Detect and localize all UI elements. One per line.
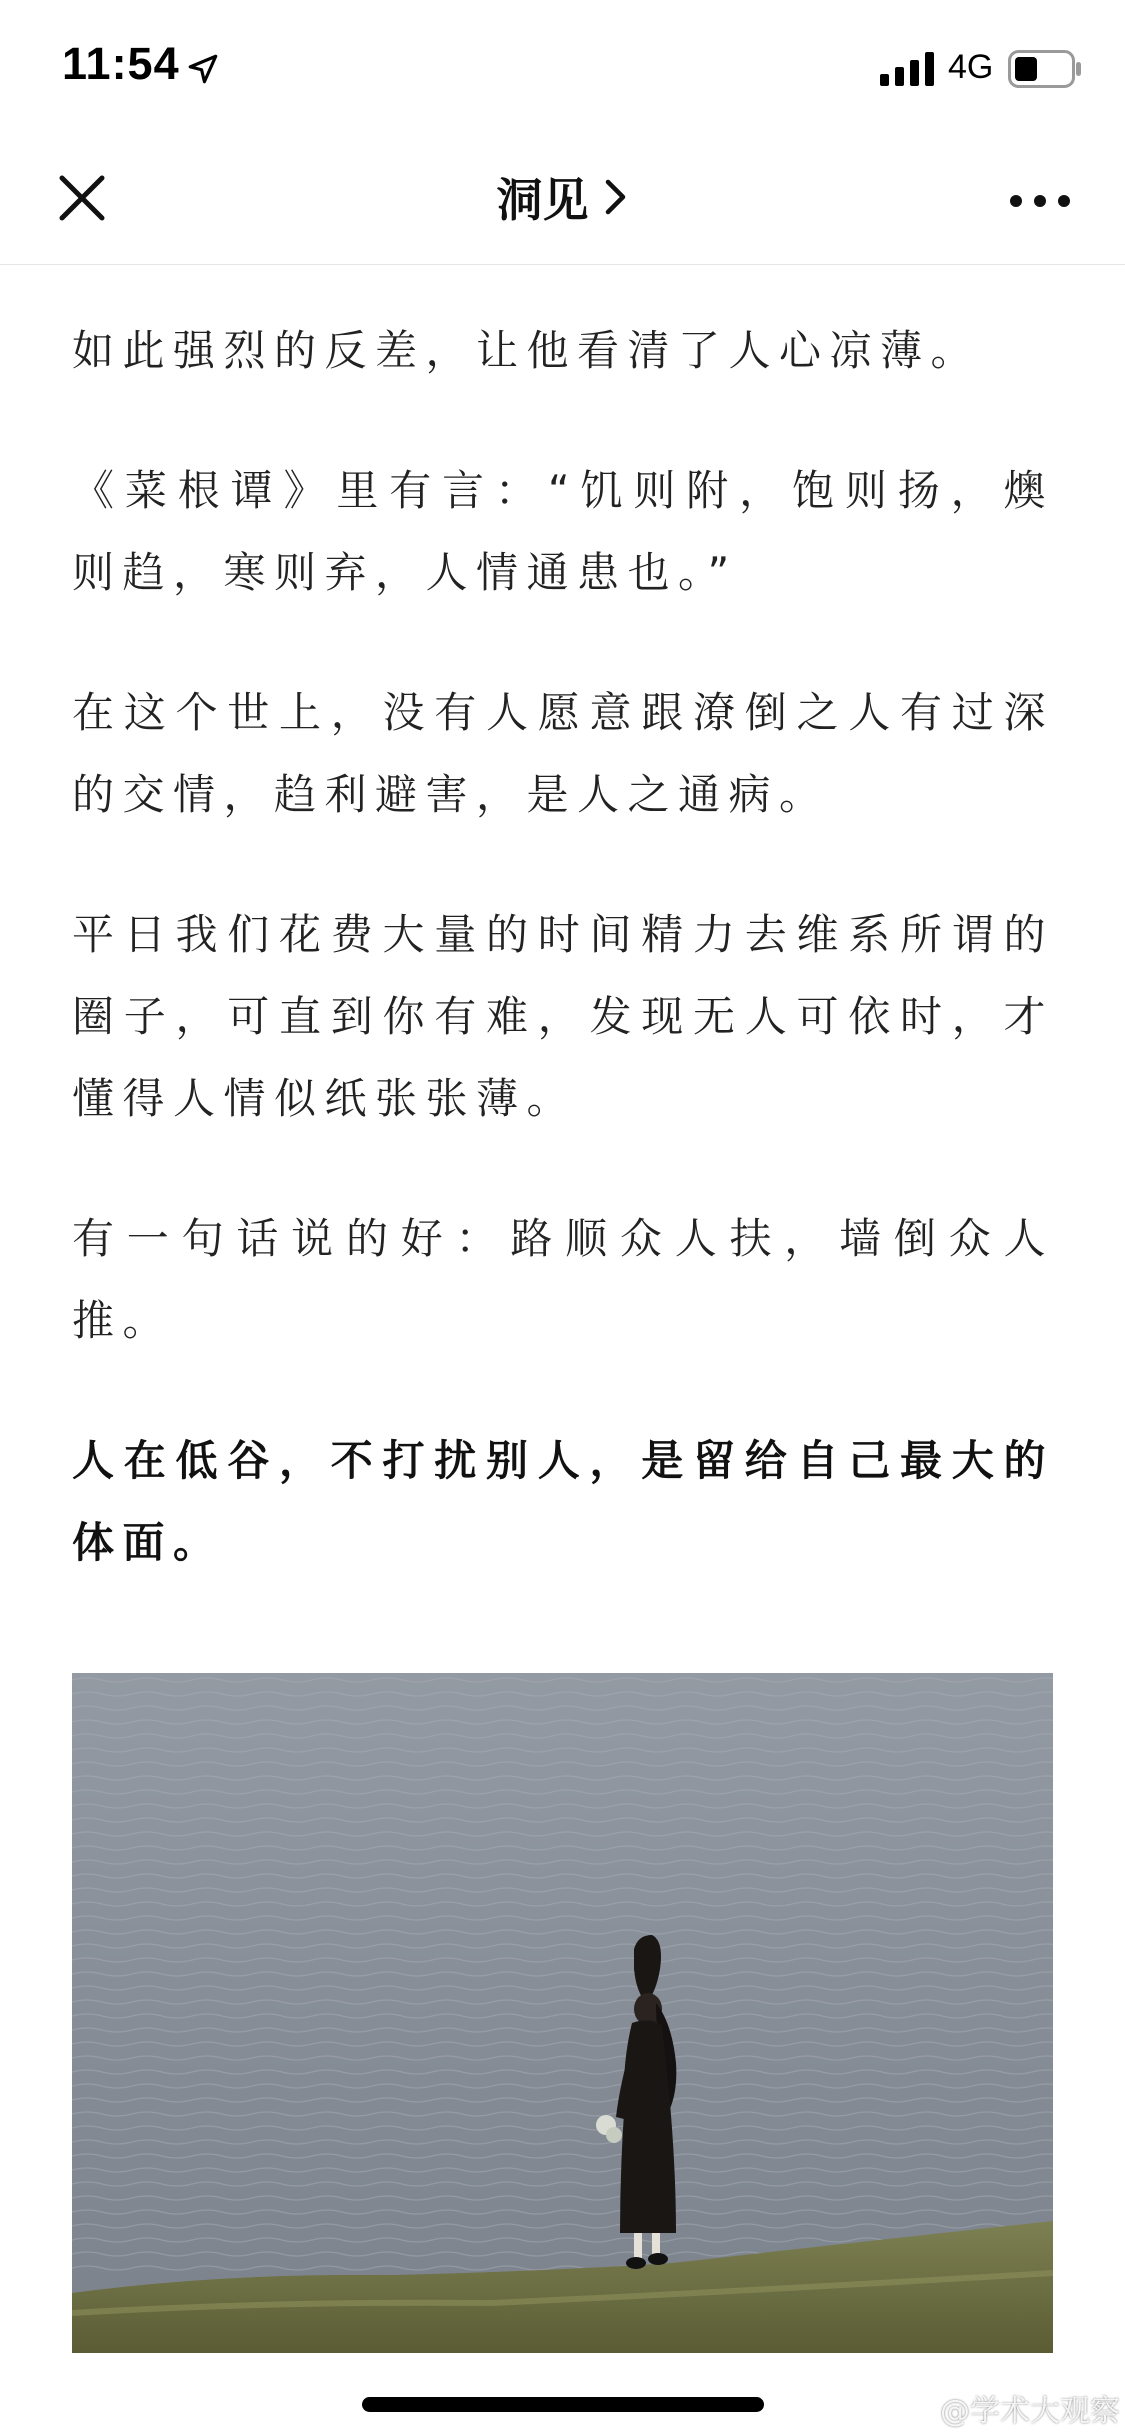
location-arrow-icon bbox=[186, 52, 220, 86]
battery-icon bbox=[1008, 50, 1082, 88]
article-body bbox=[72, 310, 1054, 1642]
more-dots-icon[interactable] bbox=[1008, 188, 1072, 214]
article-photo[interactable] bbox=[72, 1673, 1053, 2353]
article-paragraph: 在这个世上，没有人愿意跟潦倒之人有过深的交情，趋利避害，是人之通病。 bbox=[72, 688, 1054, 819]
account-title-link[interactable] bbox=[0, 162, 1125, 232]
nav-title: 洞见 bbox=[496, 173, 589, 227]
watermark-text: @学术大观察 bbox=[940, 2394, 1120, 2429]
home-indicator[interactable] bbox=[362, 2397, 764, 2412]
watermark bbox=[896, 2386, 1120, 2430]
article-paragraph: 《菜根谭》里有言：“饥则附，饱则扬，燠则趋，寒则弃，人情通患也。” bbox=[72, 466, 1054, 597]
article-paragraph: 有一句话说的好：路顺众人扶，墙倒众人推。 bbox=[72, 1214, 1054, 1345]
article-highlight: 人在低谷，不打扰别人，是留给自己最大的体面。 bbox=[72, 1436, 1054, 1567]
network-label: 4G bbox=[948, 48, 994, 86]
weibo-logo-icon bbox=[896, 2392, 936, 2424]
chevron-right-icon bbox=[603, 177, 629, 217]
nav-bar bbox=[0, 132, 1125, 265]
article-paragraph: 如此强烈的反差，让他看清了人心凉薄。 bbox=[72, 326, 982, 375]
signal-bars-icon bbox=[880, 52, 936, 86]
article-paragraph: 平日我们花费大量的时间精力去维系所谓的圈子，可直到你有难，发现无人可依时，才懂得人情似纸张张薄。 bbox=[72, 910, 1054, 1123]
status-time: 11:54 bbox=[62, 38, 180, 89]
status-bar bbox=[0, 0, 1125, 132]
